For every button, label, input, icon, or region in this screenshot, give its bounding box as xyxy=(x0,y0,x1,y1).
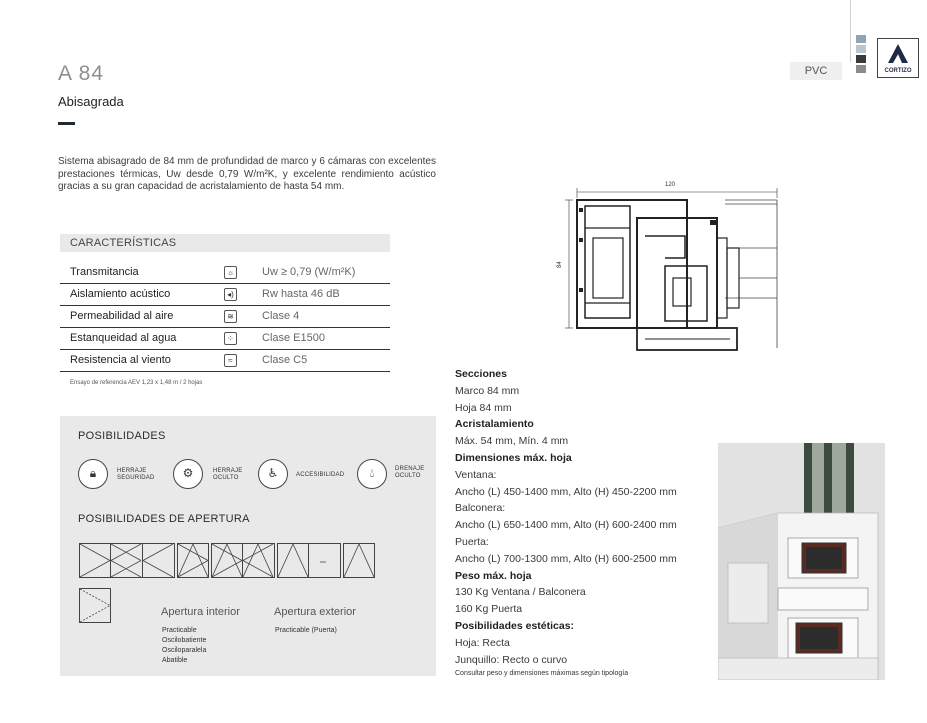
possibility-line: OCULTO xyxy=(395,473,421,479)
tilt-turn-icon xyxy=(177,543,209,578)
characteristic-row xyxy=(60,328,390,350)
parallel-sliding-icon xyxy=(277,543,309,578)
air-icon: ≋ xyxy=(224,310,237,323)
hidden-hardware-icon: ⚙ xyxy=(173,459,203,489)
header-divider xyxy=(850,0,851,62)
characteristic-label: Resistencia al viento xyxy=(70,354,171,366)
wind-icon: ≈ xyxy=(224,354,237,367)
balcony-heading: Balconera: xyxy=(455,502,506,515)
tilt-turn-double-icon xyxy=(211,543,243,578)
aesthetics-heading: Posibilidades estéticas: xyxy=(455,619,575,632)
possibility-line: HERRAJE xyxy=(213,468,243,474)
exterior-opening-title: Apertura exterior xyxy=(274,606,356,618)
practicable-right-icon xyxy=(143,543,175,578)
characteristic-value: Clase 4 xyxy=(262,310,300,322)
possibility-label xyxy=(296,472,344,479)
characteristic-row xyxy=(60,350,390,372)
exterior-door-icon xyxy=(79,588,111,623)
height-dimension-label: 84 xyxy=(557,261,563,268)
glazing-range: Máx. 54 mm, Mín. 4 mm xyxy=(455,435,569,448)
aesthetics-sash: Hoja: Recta xyxy=(455,636,510,649)
characteristic-value: Uw ≥ 0,79 (W/m²K) xyxy=(262,266,356,278)
profile-section-drawing xyxy=(555,178,785,358)
max-dimensions-heading: Dimensiones máx. hoja xyxy=(455,451,572,464)
characteristic-row xyxy=(60,284,390,306)
material-tag: PVC xyxy=(790,62,842,80)
possibility-line: DRENAJE xyxy=(395,466,425,472)
possibility-label xyxy=(117,468,154,482)
practicable-double-icon xyxy=(111,543,143,578)
sash-depth: Hoja 84 mm xyxy=(455,401,512,414)
sections-heading: Secciones xyxy=(455,368,507,380)
characteristics-title: CARACTERÍSTICAS xyxy=(60,234,390,252)
profile-photo xyxy=(718,443,885,680)
test-reference-note: Ensayo de referencia AEV 1,23 x 1,48 m / 2 hojas xyxy=(70,380,203,386)
interior-openings-diagrams xyxy=(79,543,375,579)
frame-depth: Marco 84 mm xyxy=(455,384,520,397)
model-title: A 84 xyxy=(58,62,105,85)
characteristic-row xyxy=(60,306,390,328)
door-heading: Puerta: xyxy=(455,535,489,548)
bottom-hung-icon xyxy=(343,543,375,578)
balcony-dimensions: Ancho (L) 650-1400 mm, Alto (H) 600-2400 mm xyxy=(455,519,677,532)
padlock-icon: 🔒︎ xyxy=(78,459,108,489)
swatch-4 xyxy=(856,65,866,73)
swatch-3 xyxy=(856,55,866,63)
width-dimension-label: 120 xyxy=(665,182,676,188)
characteristic-value: Rw hasta 46 dB xyxy=(262,288,340,300)
possibility-line: SEGURIDAD xyxy=(117,475,155,481)
glazing-heading: Acristalamiento xyxy=(455,418,534,431)
possibility-label xyxy=(213,468,242,482)
openings-title: POSIBILIDADES DE APERTURA xyxy=(78,513,250,525)
characteristic-label: Aislamiento acústico xyxy=(70,288,171,300)
title-underline xyxy=(58,122,75,125)
specs-footnote: Consultar peso y dimensiones máximas según tipología xyxy=(455,670,629,678)
exterior-opening-list xyxy=(275,626,337,636)
opening-type: Osciloparalela xyxy=(162,647,207,654)
thermal-icon: ☼ xyxy=(224,266,237,279)
possibility-line: OCULTO xyxy=(213,475,239,481)
brand-name: CORTIZO xyxy=(884,68,912,74)
aesthetics-bead: Junquillo: Recto o curvo xyxy=(455,653,568,666)
characteristic-row xyxy=(60,262,390,284)
opening-type: Abatible xyxy=(162,657,188,664)
characteristic-value: Clase C5 xyxy=(262,354,308,366)
brand-logo xyxy=(877,38,919,78)
practicable-right-second-icon xyxy=(243,543,275,578)
water-icon: ⁘ xyxy=(224,332,237,345)
color-swatches xyxy=(856,35,866,75)
parallel-sliding-fixed-icon xyxy=(309,543,341,578)
weight-door: 160 Kg Puerta xyxy=(455,603,523,616)
interior-opening-title: Apertura interior xyxy=(161,606,240,618)
interior-opening-list xyxy=(162,626,206,666)
opening-type: Practicable xyxy=(162,627,197,634)
characteristic-label: Permeabilidad al aire xyxy=(70,310,174,322)
characteristic-label: Estanqueidad al agua xyxy=(70,332,177,344)
description: Sistema abisagrado de 84 mm de profundidad de marco y 6 cámaras con excelentes prestaciones térmicas, Uw desde 0,79 W/m²K, y excelente rendimiento acústico gracias a su gran capacidad de acristalamiento de hasta 54 mm. xyxy=(58,156,436,192)
possibilities-title: POSIBILIDADES xyxy=(78,430,166,442)
swatch-2 xyxy=(856,45,866,53)
opening-type: Oscilobatiente xyxy=(162,637,207,644)
opening-type: Practicable (Puerta) xyxy=(275,627,337,634)
possibility-label xyxy=(395,466,424,480)
characteristic-label: Transmitancia xyxy=(70,266,139,278)
possibility-line: HERRAJE xyxy=(117,468,147,474)
practicable-left-icon xyxy=(79,543,111,578)
logo-mark-icon xyxy=(878,39,918,69)
door-dimensions: Ancho (L) 700-1300 mm, Alto (H) 600-2500 mm xyxy=(455,552,677,565)
drainage-icon: 💧︎ xyxy=(357,459,387,489)
speaker-icon: ◂) xyxy=(224,288,237,301)
max-weight-heading: Peso máx. hoja xyxy=(455,569,532,582)
weight-window: 130 Kg Ventana / Balconera xyxy=(455,586,586,599)
window-heading: Ventana: xyxy=(455,468,497,481)
window-dimensions: Ancho (L) 450-1400 mm, Alto (H) 450-2200 mm xyxy=(455,485,677,498)
possibility-line: ACCESIBILIDAD xyxy=(296,472,345,478)
specifications xyxy=(455,366,715,680)
swatch-1 xyxy=(856,35,866,43)
model-subtitle: Abisagrada xyxy=(58,94,124,109)
wheelchair-icon: ♿︎ xyxy=(258,459,288,489)
characteristic-value: Clase E1500 xyxy=(262,332,325,344)
